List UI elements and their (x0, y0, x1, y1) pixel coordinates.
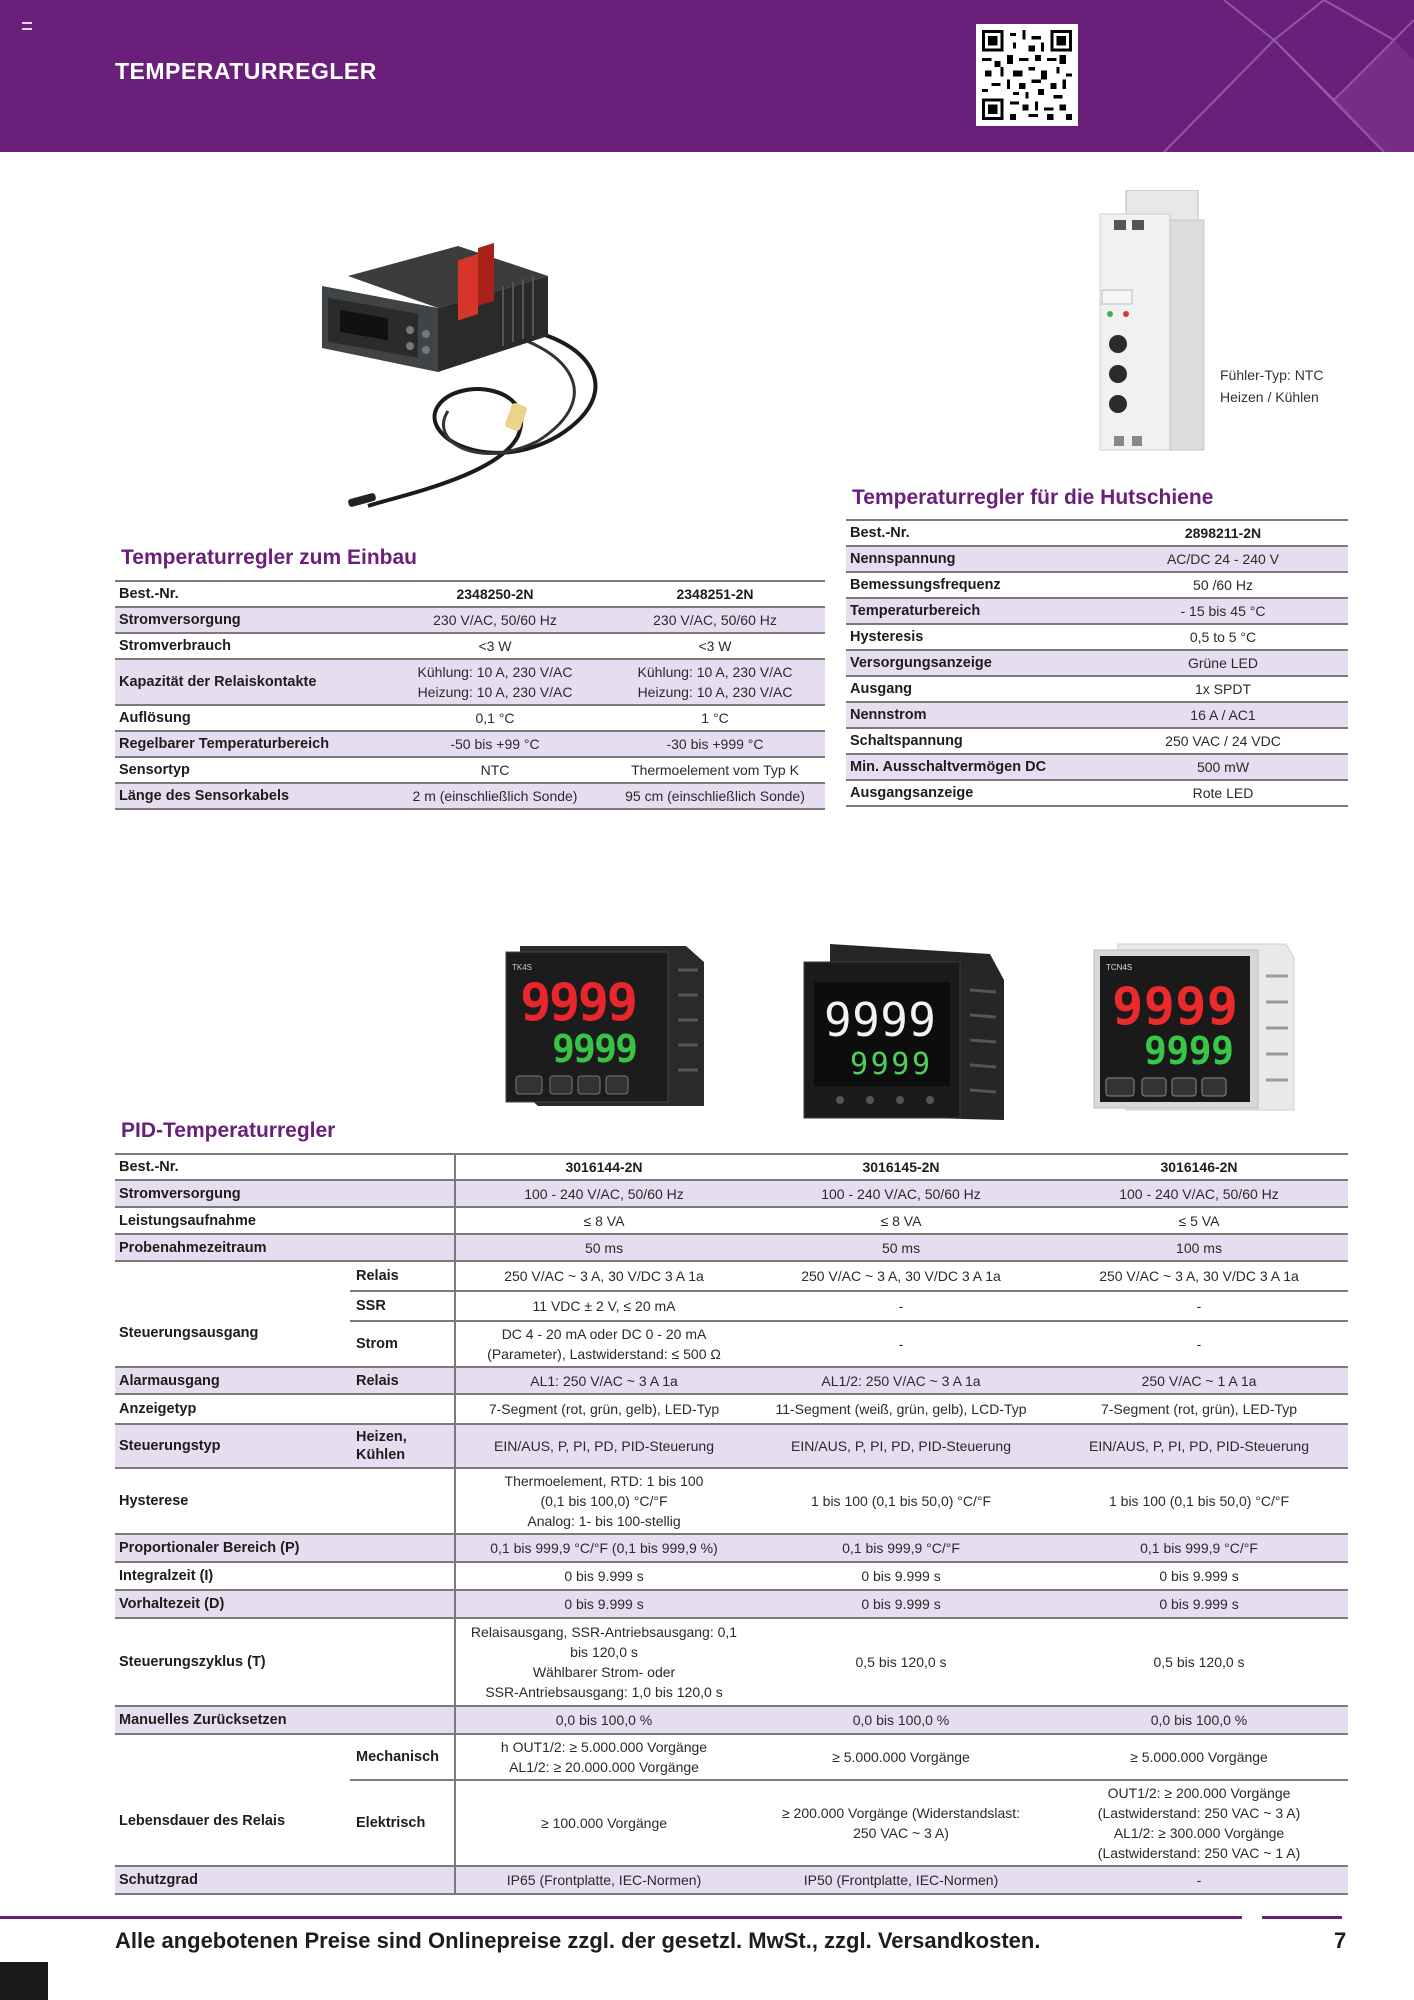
table-row: Leistungsaufnahme ≤ 8 VA ≤ 8 VA ≤ 5 VA (115, 1207, 1348, 1234)
table-row: Temperaturbereich - 15 bis 45 °C (846, 598, 1348, 624)
table-row: Schutzgrad IP65 (Frontplatte, IEC-Normen) IP50 (Frontplatte, IEC-Normen) - (115, 1866, 1348, 1894)
page-number: 7 (1334, 1928, 1347, 1953)
pid-3-bottom-display: 9999 (1144, 1029, 1234, 1073)
table-row: Best.-Nr. 2348250-2N 2348251-2N (115, 581, 825, 607)
table-row: Länge des Sensorkabels 2 m (einschließlich Sonde) 95 cm (einschließlich Sonde) (115, 783, 825, 809)
table-row: Versorgungsanzeige Grüne LED (846, 650, 1348, 676)
svg-text:TCN4S: TCN4S (1106, 963, 1133, 972)
footer-divider (0, 1916, 1242, 1919)
table-row: Steuerungsausgang Relais 250 V/AC ~ 3 A, 30 V/DC 3 A 1a 250 V/AC ~ 3 A, 30 V/DC 3 A 1a 250 V/AC ~ 3 A, 30 V/DC 3 A 1a (115, 1261, 1348, 1291)
table-row: Anzeigetyp 7-Segment (rot, grün, gelb), LED-Typ 11-Segment (weiß, grün, gelb), LCD-Typ 7-Segment (rot, grün), LED-Typ (115, 1394, 1348, 1424)
footer-price-note: Alle angebotenen Preise sind Onlinepreise zzgl. der gesetzl. MwSt., zzgl. Versandkosten. (115, 1928, 1041, 1953)
table-row: Steuerungszyklus (T) Relaisausgang, SSR-Antriebsausgang: 0,1 bis 120,0 s Wählbarer Strom- oder SSR-Antriebsausgang: 1,0 bis 120,0 s 0,5 bis 120,0 s 0,5 bis 120,0 s (115, 1618, 1348, 1706)
sensor-type-text: Fühler-Typ: NTC (1220, 367, 1324, 383)
svg-text:TK4S: TK4S (512, 963, 533, 972)
page-title: TEMPERATURREGLER (115, 58, 377, 84)
pid-1-top-display: 9999 (520, 973, 638, 1033)
table-row: Vorhaltezeit (D) 0 bis 9.999 s 0 bis 9.999 s 0 bis 9.999 s (115, 1590, 1348, 1618)
pid-1-bottom-display: 9999 (552, 1027, 638, 1071)
pid-controller-image-3 (1090, 940, 1296, 1120)
table-row: Best.-Nr. 3016144-2N 3016145-2N 3016146-2N (115, 1154, 1348, 1180)
diamond-pattern-icon (1124, 0, 1414, 152)
einbau-title: Temperaturregler zum Einbau (121, 546, 418, 569)
table-row: Steuerungstyp Heizen, Kühlen EIN/AUS, P, PI, PD, PID-Steuerung EIN/AUS, P, PI, PD, PID-Steuerung EIN/AUS, P, PI, PD, PID-Steuerung (115, 1424, 1348, 1468)
table-row: Integralzeit (I) 0 bis 9.999 s 0 bis 9.999 s 0 bis 9.999 s (115, 1562, 1348, 1590)
hutschiene-table (846, 519, 1348, 807)
table-row: Auflösung 0,1 °C 1 °C (115, 705, 825, 731)
table-row: Elektrisch ≥ 100.000 Vorgänge ≥ 200.000 Vorgänge (Widerstandslast: 250 VAC ~ 3 A) OUT1/2: ≥ 200.000 Vorgänge (Lastwiderstand: 250 VAC ~ 3 A) AL1/2: ≥ 300.000 Vorgänge (Lastwiderstand: 250 VAC ~ 1 A) (115, 1780, 1348, 1866)
table-row: Lebensdauer des Relais Mechanisch h OUT1/2: ≥ 5.000.000 Vorgänge AL1/2: ≥ 20.000.000 Vorgänge ≥ 5.000.000 Vorgänge ≥ 5.000.000 Vorgänge (115, 1734, 1348, 1780)
pid-controller-image-2 (800, 940, 1006, 1130)
table-row: Stromversorgung 100 - 240 V/AC, 50/60 Hz 100 - 240 V/AC, 50/60 Hz 100 - 240 V/AC, 50/60 Hz (115, 1180, 1348, 1207)
pid-title: PID-Temperaturregler (121, 1119, 336, 1142)
page-header (0, 0, 1414, 152)
table-row: Min. Ausschaltvermögen DC 500 mW (846, 754, 1348, 780)
table-row: Manuelles Zurücksetzen 0,0 bis 100,0 % 0,0 bis 100,0 % 0,0 bis 100,0 % (115, 1706, 1348, 1734)
table-row: Sensortyp NTC Thermoelement vom Typ K (115, 757, 825, 783)
table-row: Schaltspannung 250 VAC / 24 VDC (846, 728, 1348, 754)
pid-3-top-display: 9999 (1112, 977, 1238, 1037)
table-row: Alarmausgang Relais AL1: 250 V/AC ~ 3 A 1a AL1/2: 250 V/AC ~ 3 A 1a 250 V/AC ~ 1 A 1a (115, 1367, 1348, 1394)
table-row: Stromversorgung 230 V/AC, 50/60 Hz 230 V/AC, 50/60 Hz (115, 607, 825, 633)
table-row: Bemessungsfrequenz 50 /60 Hz (846, 572, 1348, 598)
table-row: Best.-Nr. 2898211-2N (846, 520, 1348, 546)
sensor-note (1220, 364, 1323, 408)
table-row: Regelbarer Temperaturbereich -50 bis +99 °C -30 bis +999 °C (115, 731, 825, 757)
footer-divider-short (1262, 1916, 1342, 1919)
table-row: Nennspannung AC/DC 24 - 240 V (846, 546, 1348, 572)
pid-2-top-display: 9999 (824, 993, 936, 1047)
einbau-table (115, 580, 825, 810)
table-row: Hysteresis 0,5 to 5 °C (846, 624, 1348, 650)
pid-controller-image-1 (500, 940, 706, 1112)
pid-2-bottom-display: 9999 (850, 1047, 930, 1082)
table-row: Nennstrom 16 A / AC1 (846, 702, 1348, 728)
panel-controller-image (318, 236, 638, 522)
din-rail-controller-image (1066, 190, 1216, 460)
function-text: Heizen / Kühlen (1220, 389, 1319, 405)
table-row: Proportionaler Bereich (P) 0,1 bis 999,9 °C/°F (0,1 bis 999,9 %) 0,1 bis 999,9 °C/°F 0,1 bis 999,9 °C/°F (115, 1534, 1348, 1562)
table-row: Ausgang 1x SPDT (846, 676, 1348, 702)
qr-code-icon[interactable] (976, 24, 1078, 126)
table-row: Strom DC 4 - 20 mA oder DC 0 - 20 mA (Parameter), Lastwiderstand: ≤ 500 Ω - - (115, 1321, 1348, 1367)
table-row: SSR 11 VDC ± 2 V, ≤ 20 mA - - (115, 1291, 1348, 1321)
table-row: Ausgangsanzeige Rote LED (846, 780, 1348, 806)
table-row: Probenahmezeitraum 50 ms 50 ms 100 ms (115, 1234, 1348, 1261)
table-row: Hysterese Thermoelement, RTD: 1 bis 100 (0,1 bis 100,0) °C/°F Analog: 1- bis 100-stellig 1 bis 100 (0,1 bis 50,0) °C/°F 1 bis 100 (0,1 bis 50,0) °C/°F (115, 1468, 1348, 1534)
table-row: Stromverbrauch <3 W <3 W (115, 633, 825, 659)
menu-icon (22, 22, 32, 30)
table-row: Kapazität der Relaiskontakte Kühlung: 10 A, 230 V/AC Heizung: 10 A, 230 V/AC Kühlung: 10 A, 230 V/AC Heizung: 10 A, 230 V/AC (115, 659, 825, 705)
pid-table (115, 1153, 1348, 1895)
corner-block (0, 1962, 48, 2000)
hutschiene-title: Temperaturregler für die Hutschiene (852, 486, 1214, 509)
